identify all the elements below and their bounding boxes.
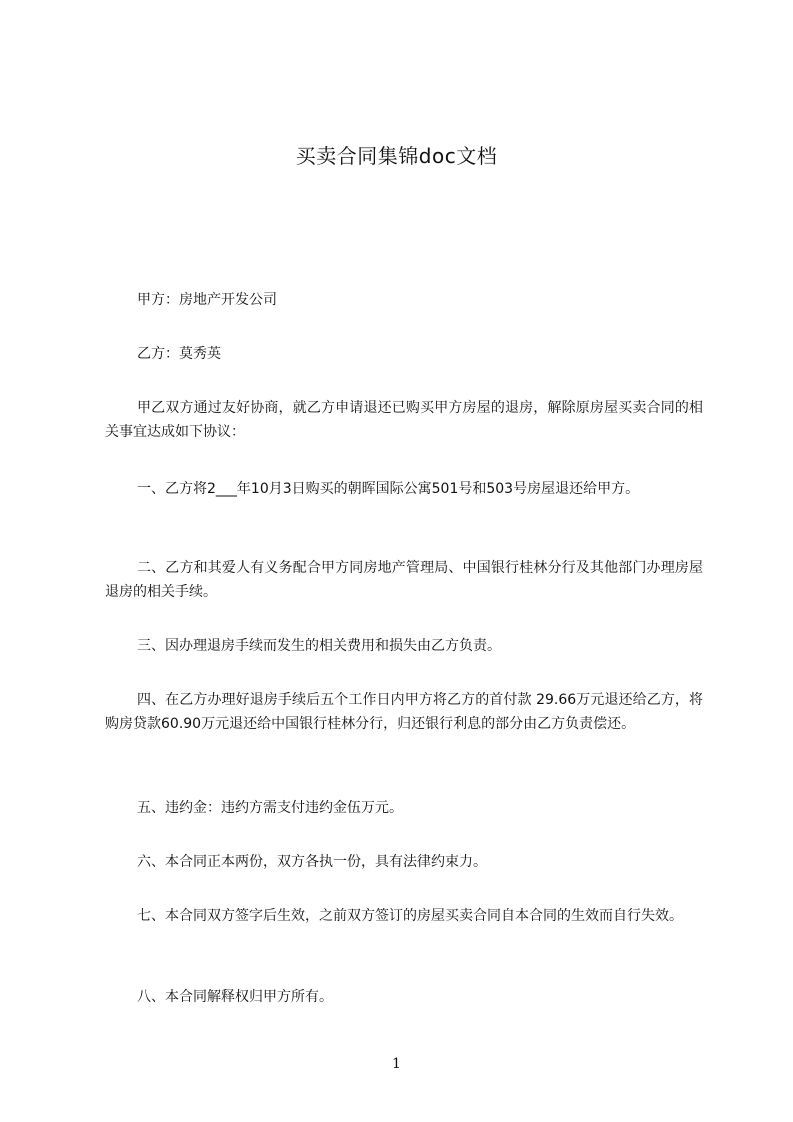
clause-5: 五、违约金：违约方需支付违约金伍万元。 — [137, 800, 403, 816]
clause-6: 六、本合同正本两份，双方各执一份，具有法律约束力。 — [137, 854, 487, 870]
intro-paragraph: 甲乙双方通过友好协商，就乙方申请退还已购买甲方房屋的退房，解除原房屋买卖合同的相关事宜达成如下协议： — [105, 400, 703, 440]
clause-4: 四、在乙方办理好退房手续后五个工作日内甲方将乙方的首付款 29.66万元退还给乙方，将购房贷款60.90万元退还给中国银行桂林分行，归还银行利息的部分由乙方负责偿还。 — [105, 692, 703, 732]
document-title: 买卖合同集锦doc文档 — [295, 144, 498, 168]
party-b-line: 乙方：莫秀英 — [137, 346, 221, 362]
clause-8: 八、本合同解释权归甲方所有。 — [137, 989, 333, 1005]
clause-1: 一、乙方将2___年10月3日购买的朝晖国际公寓501号和503号房屋退还给甲方。 — [137, 481, 640, 497]
page-number: 1 — [392, 1056, 401, 1072]
party-a-line: 甲方：房地产开发公司 — [137, 292, 277, 308]
clause-2: 二、乙方和其爱人有义务配合甲方同房地产管理局、中国银行桂林分行及其他部门办理房屋退房的相关手续。 — [105, 560, 703, 600]
clause-3: 三、因办理退房手续而发生的相关费用和损失由乙方负责。 — [137, 638, 501, 654]
clause-7: 七、本合同双方签字后生效，之前双方签订的房屋买卖合同自本合同的生效而自行失效。 — [137, 908, 683, 924]
